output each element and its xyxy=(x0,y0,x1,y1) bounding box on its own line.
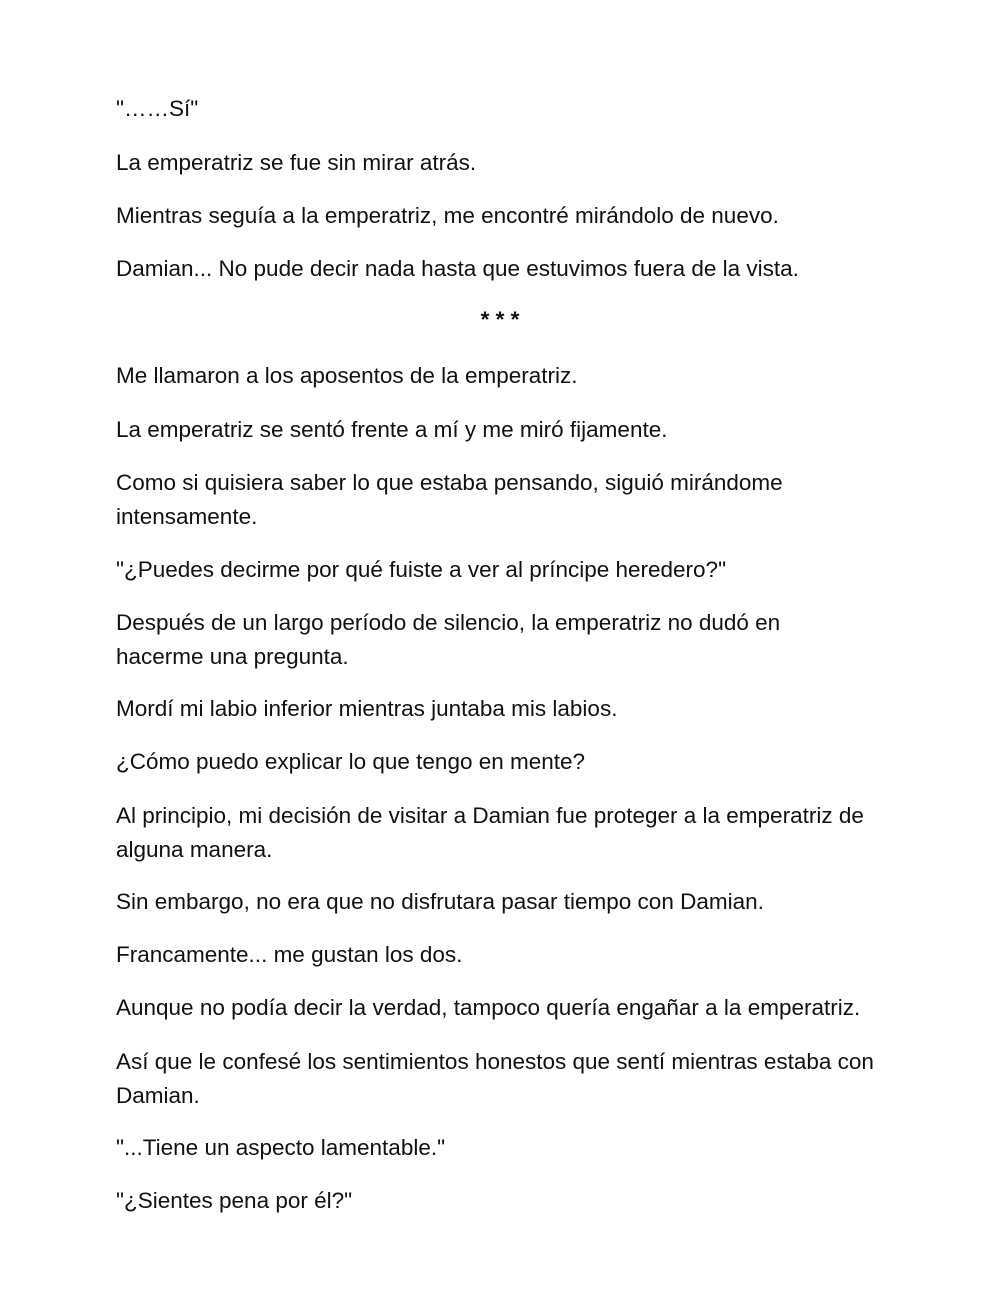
paragraph-10: Mordí mi labio inferior mientras juntaba mis labios. xyxy=(116,696,618,721)
paragraph-3: Mientras seguía a la emperatriz, me encontré mirándolo de nuevo. xyxy=(116,203,779,228)
paragraph-13: Sin embargo, no era que no disfrutara pasar tiempo con Damian. xyxy=(116,889,764,914)
paragraph-2: La emperatriz se fue sin mirar atrás. xyxy=(116,150,477,175)
paragraph-4: Damian... No pude decir nada hasta que estuvimos fuera de la vista. xyxy=(116,256,799,281)
paragraph-17: "...Tiene un aspecto lamentable." xyxy=(116,1135,446,1160)
paragraph-12: Al principio, mi decisión de visitar a Damian fue proteger a la emperatriz de alguna manera. xyxy=(116,803,864,862)
paragraph-9: Después de un largo período de silencio, la emperatriz no dudó en hacerme una pregunta. xyxy=(116,610,781,669)
paragraph-7: Como si quisiera saber lo que estaba pensando, siguió mirándome intensamente. xyxy=(116,470,783,529)
paragraph-16: Así que le confesé los sentimientos honestos que sentí mientras estaba con Damian. xyxy=(116,1049,874,1108)
paragraph-8: "¿Puedes decirme por qué fuiste a ver al príncipe heredero?" xyxy=(116,557,727,582)
paragraph-1: "……Sí" xyxy=(116,96,199,121)
section-separator: * * * xyxy=(480,307,520,332)
paragraph-6: La emperatriz se sentó frente a mí y me miró fijamente. xyxy=(116,417,668,442)
paragraph-14: Francamente... me gustan los dos. xyxy=(116,942,463,967)
paragraph-5: Me llamaron a los aposentos de la emperatriz. xyxy=(116,363,578,388)
paragraph-18: "¿Sientes pena por él?" xyxy=(116,1188,353,1213)
paragraph-11: ¿Cómo puedo explicar lo que tengo en mente? xyxy=(116,749,586,774)
paragraph-15: Aunque no podía decir la verdad, tampoco quería engañar a la emperatriz. xyxy=(116,995,861,1020)
